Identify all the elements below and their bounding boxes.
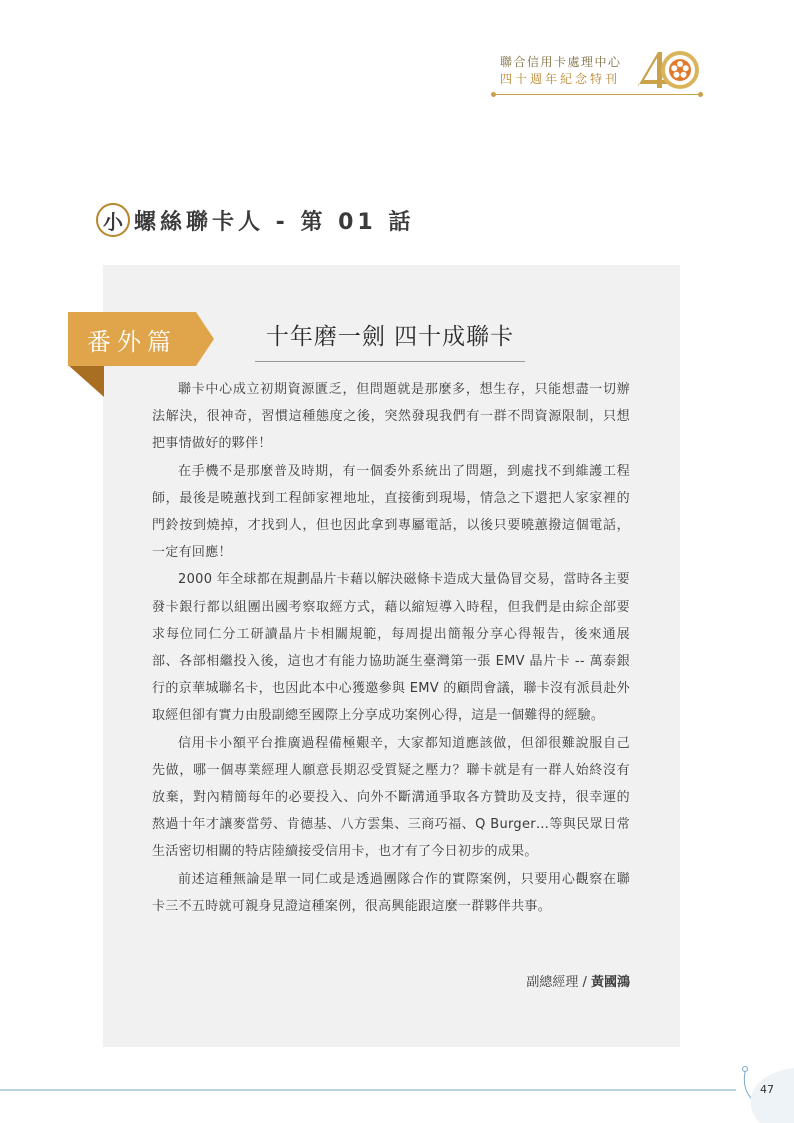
article-body <box>152 376 630 920</box>
article-paragraph: 前述這種無論是單一同仁或是透過團隊合作的實際案例，只要用心觀察在聯卡三不五時就可親身見證這種案例，很高興能跟這麼一群夥伴共事。 <box>152 871 630 914</box>
ribbon-fold-shadow <box>68 365 104 397</box>
page-number: 47 <box>760 1083 774 1096</box>
anniversary-40-logo-icon <box>632 46 700 92</box>
article-signature <box>400 971 630 990</box>
category-ribbon-label: 番外篇 <box>87 327 177 356</box>
article-paragraph: 2000 年全球都在規劃晶片卡藉以解決磁條卡造成大量偽冒交易，當時各主要發卡銀行都以組團出國考察取經方式，藉以縮短導入時程，但我們是由綜企部要求每位同仁分工研讀晶片卡相關規範，每周提出簡報分享心得報告，後來通展部、各部相繼投入後，這也才有能力協助誕生臺灣第一張 EMV 晶片卡 -- 萬泰銀行的京華城聯名卡，也因此本中心獲邀參與 EMV 的顧問會議，聯卡沒有派員赴外取經但卻有實力由殷副總至國際上分享成功案例心得，這是一個難得的經驗。 <box>152 572 630 724</box>
signature-name: 黃國鴻 <box>590 975 630 990</box>
header-divider <box>494 94 700 95</box>
article-paragraph: 在手機不是那麼普及時期，有一個委外系統出了問題，到處找不到維護工程師，最後是曉蕙找到工程師家裡地址，直接衝到現場，情急之下還把人家家裡的門鈴按到燒掉，才找到人，但也因此拿到專屬電話，以後只要曉蕙撥這個電話，一定有回應！ <box>152 463 630 561</box>
article-title: 十年磨一劍 四十成聯卡 <box>265 324 515 350</box>
article-title-underline <box>255 361 525 362</box>
header-org-name: 聯合信用卡處理中心 <box>500 55 622 69</box>
publication-header <box>480 46 700 102</box>
section-title <box>96 204 414 236</box>
section-title-badge: 小 <box>96 203 130 237</box>
section-title-text: 螺絲聯卡人 - 第 01 話 <box>134 209 415 235</box>
header-edition-name: 四十週年紀念特刊 <box>500 72 621 86</box>
signature-role: 副總經理 / <box>526 975 591 990</box>
article-paragraph: 信用卡小額平台推廣過程備極艱辛，大家都知道應該做，但卻很難說服自己先做，哪一個專業經理人願意長期忍受質疑之壓力？聯卡就是有一群人始終沒有放棄，對內精簡每年的必要投入、向外不斷溝通爭取各方贊助及支持，很幸運的熬過十年才讓麥當勞、肯德基、八方雲集、三商巧福、Q Burger…等與民眾日常生活密切相關的特店陸續接受信用卡，也才有了今日初步的成果。 <box>152 735 630 860</box>
article-paragraph: 聯卡中心成立初期資源匱乏，但問題就是那麼多，想生存，只能想盡一切辦法解決，很神奇，習慣這種態度之後，突然發現我們有一群不問資源限制，只想把事情做好的夥伴！ <box>152 382 630 452</box>
footer-decoration <box>0 1060 794 1123</box>
